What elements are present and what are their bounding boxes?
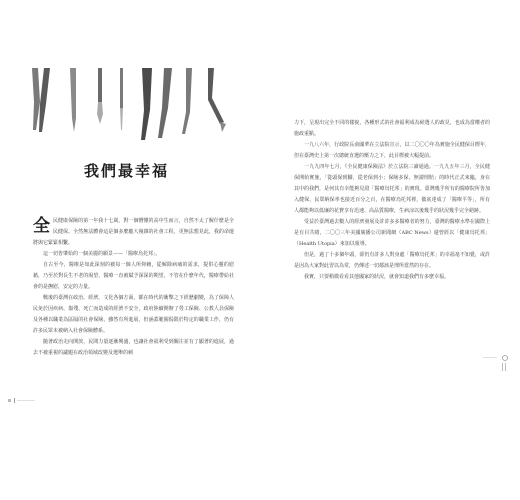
right-body-text — [294, 118, 490, 283]
paragraph: 民健康保險的第一年我十七歲，對一個懵懂的高中生而言，自然不太了解什麼是全民健保。全然無法體會這是個多麼龐大複雜的社會工程，更無法想見此，我的命運將與它緊緊相繫。 — [33, 218, 234, 246]
paragraph: 戰後的臺灣在政治、經濟、文化各個方面，都在時代的衝擊之下經歷劇變，為了保障人民免於因疾病、傷殘、死亡而造成的經濟不安全，政府陸續開辦了勞工保險、公教人員保險及各種以職業為區隔的社會保險，雖然有所進展，但涵蓋範圍侷限於特定的職業工作，仍有許多民眾未被納入社會保險體系。 — [33, 295, 234, 334]
paragraph: 受益於臺灣過去數人的經濟發展及許許多多醫療者的努力，臺灣的醫療水準在國際上是有目共睹，二〇〇三年美國廣播公司新聞網（ABC News）還曾經以「健康烏托邦」（Health Utopia）來加以報導。 — [294, 219, 490, 247]
page-number-marker-icon — [483, 355, 513, 373]
paragraph: 我實，只要稍微看看其他國家的狀況，就會知道我們有多麼幸福。 — [304, 274, 450, 280]
scissors-large-icon — [141, 68, 172, 140]
paragraph: 一九九四年七月，《全民健康保險法》於立法院三讀通過。一九九五年三月，全民健保開始實施，「從頭保到腳，從老保到小；保險多保，無謂理賠」的時代正式來臨，身在其中的我們，是何其有幸能夠見證「醫療烏托邦」的實現。臺灣幾乎所有的醫療院所皆加入健保，民眾納保率也接近百分之百，在醫療烏托邦裡，徹底達成了「醫療平等」，所有人都能夠以低廉的花費享有迅速、高品質醫療，生病涼以後幾乎的狀況幾乎完全絕跡。 — [294, 164, 490, 214]
hemostat-icon — [182, 68, 192, 134]
paragraph: 力下，呈現出完全不同的樣貌，各種形式的社會福利成為候選人的政見，也成為當權者的施政重點。 — [294, 120, 490, 137]
scissors-icon — [32, 68, 50, 132]
left-body-text — [33, 216, 234, 359]
surgical-instruments-illustration — [14, 68, 232, 146]
page-marker-icon — [8, 397, 38, 403]
probe-icon — [120, 68, 123, 130]
paragraph: 這一切皆肇始的一個美麗的願景——「醫療烏托邦」。 — [43, 251, 161, 257]
paragraph: 隨著政治走向開放，民間力量逐漸興盛，也讓社會福利受到關注並有了顯著的進展，過去不被重視的議題在政治領域改變及選舉的刺 — [33, 339, 234, 356]
scalpel-icon — [97, 68, 103, 124]
drop-cap: 全 — [33, 216, 50, 236]
paragraph: 一九八六年，行政院長俞國華在立法院宣示，以二〇〇〇年為實施全民健保目標年，但在臺灣史上第一次總統直選的壓力之下，此目標被大幅提前。 — [294, 142, 490, 159]
curved-instrument-icon — [208, 68, 226, 132]
forceps-icon — [70, 68, 76, 132]
chapter-title: 我們最幸福 — [84, 162, 170, 180]
right-page — [260, 0, 520, 500]
paragraph: 自古至今，醫療是如此深刻的被每一個人所仰賴，從解除病痛的需求，提供心靈的慰藉，乃至於對長生不老的渴望，醫療一直被賦予深深的期望，不管在什麼年代，醫療帶給社會的是撫慰，安定的力量。 — [33, 262, 234, 290]
paragraph: 但是，過了十多個年頭，卻仍有許多人對身處「醫療烏托邦」的幸福毫不知覺，或許是因為大家對此習以為常，仍傳述一切都該是理所當然的存在。 — [294, 252, 490, 269]
